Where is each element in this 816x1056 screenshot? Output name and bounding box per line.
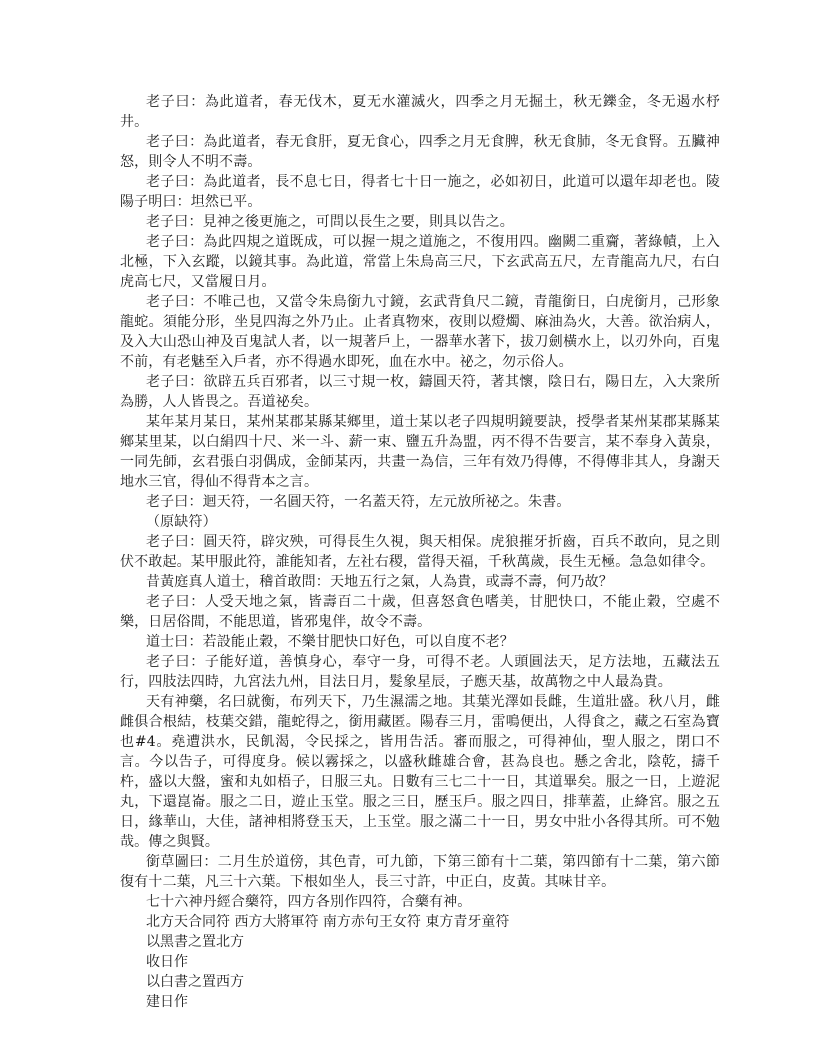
- paragraph: 老子曰：見神之後更施之，可問以長生之要，則具以告之。: [146, 214, 514, 230]
- paragraph: 老子曰：人受天地之氣，皆壽百二十歲，但喜怒貪色嗜美，甘肥快口，不能止穀，空處不樂，日居俗間，不能思道，皆邪鬼伴，故令不壽。: [120, 594, 720, 630]
- paragraph: 老子曰：欲辟五兵百邪者，以三寸規一枚，鑄圓天符，著其懷，陰日右，陽日左，入大衆所為勝，人人皆畏之。吾道祕矣。: [120, 374, 720, 410]
- body-text: [120, 92, 720, 1012]
- paragraph: 天有神藥，名曰就衡，布列天下，乃生濕濡之地。其葉光澤如長雌，生道壯盛。秋八月，雌雌俱合根結，枝葉交錯，龍蛇得之，銜用藏匿。陽春三月，雷鳴便出，人得食之，藏之石室為寶也#4。堯遭洪水，民飢渴，令民採之，皆用告活。審而服之，可得神仙，聖人服之，閉口不言。今以告子，可得度身。候以霧採之，以盛秋雌雄合會，甚為良也。懸之舍北，陰乾，擣千杵，盛以大盤，蜜和丸如梧子，日服三丸。日數有三七二十一日，其道畢矣。服之一日，上遊泥丸，下還崑崙。服之二日，遊止玉堂。服之三日，歷玉戶。服之四日，排華蓋，止絳宮。服之五日，緣華山，大佳，諸神相將登玉天，上玉堂。服之滿二十一日，男女中壯小各得其所。可不勉哉。傳之與賢。: [120, 694, 720, 850]
- paragraph: 老子曰：為此道者，春无伐木，夏无水灌滅火，四季之月无掘土，秋无鑠金，冬无遏水杼井。: [120, 94, 720, 130]
- paragraph: 昔黃庭真人道士，稽首敢問：天地五行之氣，人為貴，或壽不壽，何乃故？: [146, 574, 613, 590]
- talisman-instruction: 以白書之置西方: [146, 974, 244, 990]
- paragraph: 老子曰：為此道者，春无食肝，夏无食心，四季之月无食脾，秋无食肺，冬无食腎。五臟神怒，則令人不明不壽。: [120, 134, 720, 170]
- paragraph: 老子曰：為此道者，長不息七日，得者七十日一施之，必如初日，此道可以還年却老也。陵陽子明曰：坦然已平。: [120, 174, 720, 210]
- paragraph: 老子曰：圓天符，辟灾殃，可得長生久視，與天相保。虎狼摧牙折齒，百兵不敢向，見之則伏不敢起。某甲服此符，誰能知者，左社右稷，當得天福，千秋萬歲，長生无極。急急如律令。: [120, 534, 720, 570]
- talisman-instruction: 建日作: [146, 994, 188, 1010]
- paragraph: 銜草圖曰：二月生於道傍，其色青，可九節，下第三節有十二葉，第四節有十二葉，第六節復有十二葉，凡三十六葉。下根如坐人，長三寸許，中正白，皮黃。其味甘辛。: [120, 854, 720, 890]
- paragraph: 道士曰：若設能止穀，不樂甘肥快口好色，可以自度不老？: [146, 634, 514, 650]
- paragraph: 老子曰：為此四規之道既成，可以握一規之道施之，不復用四。幽闕二重齎，著綠幘，上入北極，下入玄蹤，以鏡其事。為此道，常當上朱鳥高三尺，下玄武高五尺，左青龍高九尺，右白虎高七尺，又當履日月。: [120, 234, 720, 290]
- talisman-list: 北方天合同符 西方大將軍符 南方赤句王女符 東方青牙童符: [146, 914, 510, 930]
- missing-talisman-note: （原缺符）: [146, 514, 217, 530]
- paragraph: 老子曰：子能好道，善慎身心，奉守一身，可得不老。人頭圓法天，足方法地，五藏法五行，四肢法四時，九宮法九州，目法日月，髮象星辰，子應天基，故萬物之中人最為貴。: [120, 654, 720, 690]
- paragraph: 老子曰：不唯己也，又當令朱鳥銜九寸鏡，玄武背負尺二鏡，青龍銜日，白虎銜月，己形象龍蛇。須能分形，坐見四海之外乃止。止者真物來，夜則以燈燭、麻油為火，大善。欲治病人，及入大山恐山神及百鬼試人者，以一規著戶上，一器華水著下，拔刀劍橫水上，以刃外向，百鬼不前，有老魅至入戶者，亦不得過水即死，血在水中。祕之，勿示俗人。: [120, 294, 720, 370]
- talisman-instruction: 以黑書之置北方: [146, 934, 244, 950]
- paragraph: 某年某月某日，某州某郡某縣某鄉里，道士某以老子四規明鏡要訣，授學者某州某郡某縣某鄉某里某，以白絹四十尺、米一斗、薪一束、鹽五升為盟，丙不得不告要言，某不奉身入黃泉，一同先師，玄君張白羽偶成，金師某丙，共畫一為信，三年有效乃得傳，不得傳非其人，身謝天地水三官，得仙不得背本之言。: [120, 414, 720, 490]
- paragraph: 老子曰：迴天符，一名圓天符，一名蓋天符，左元放所祕之。朱書。: [146, 494, 571, 510]
- paragraph: 七十六神丹經合藥符，四方各別作四符，合藥有神。: [146, 894, 472, 910]
- talisman-instruction: 收日作: [146, 954, 188, 970]
